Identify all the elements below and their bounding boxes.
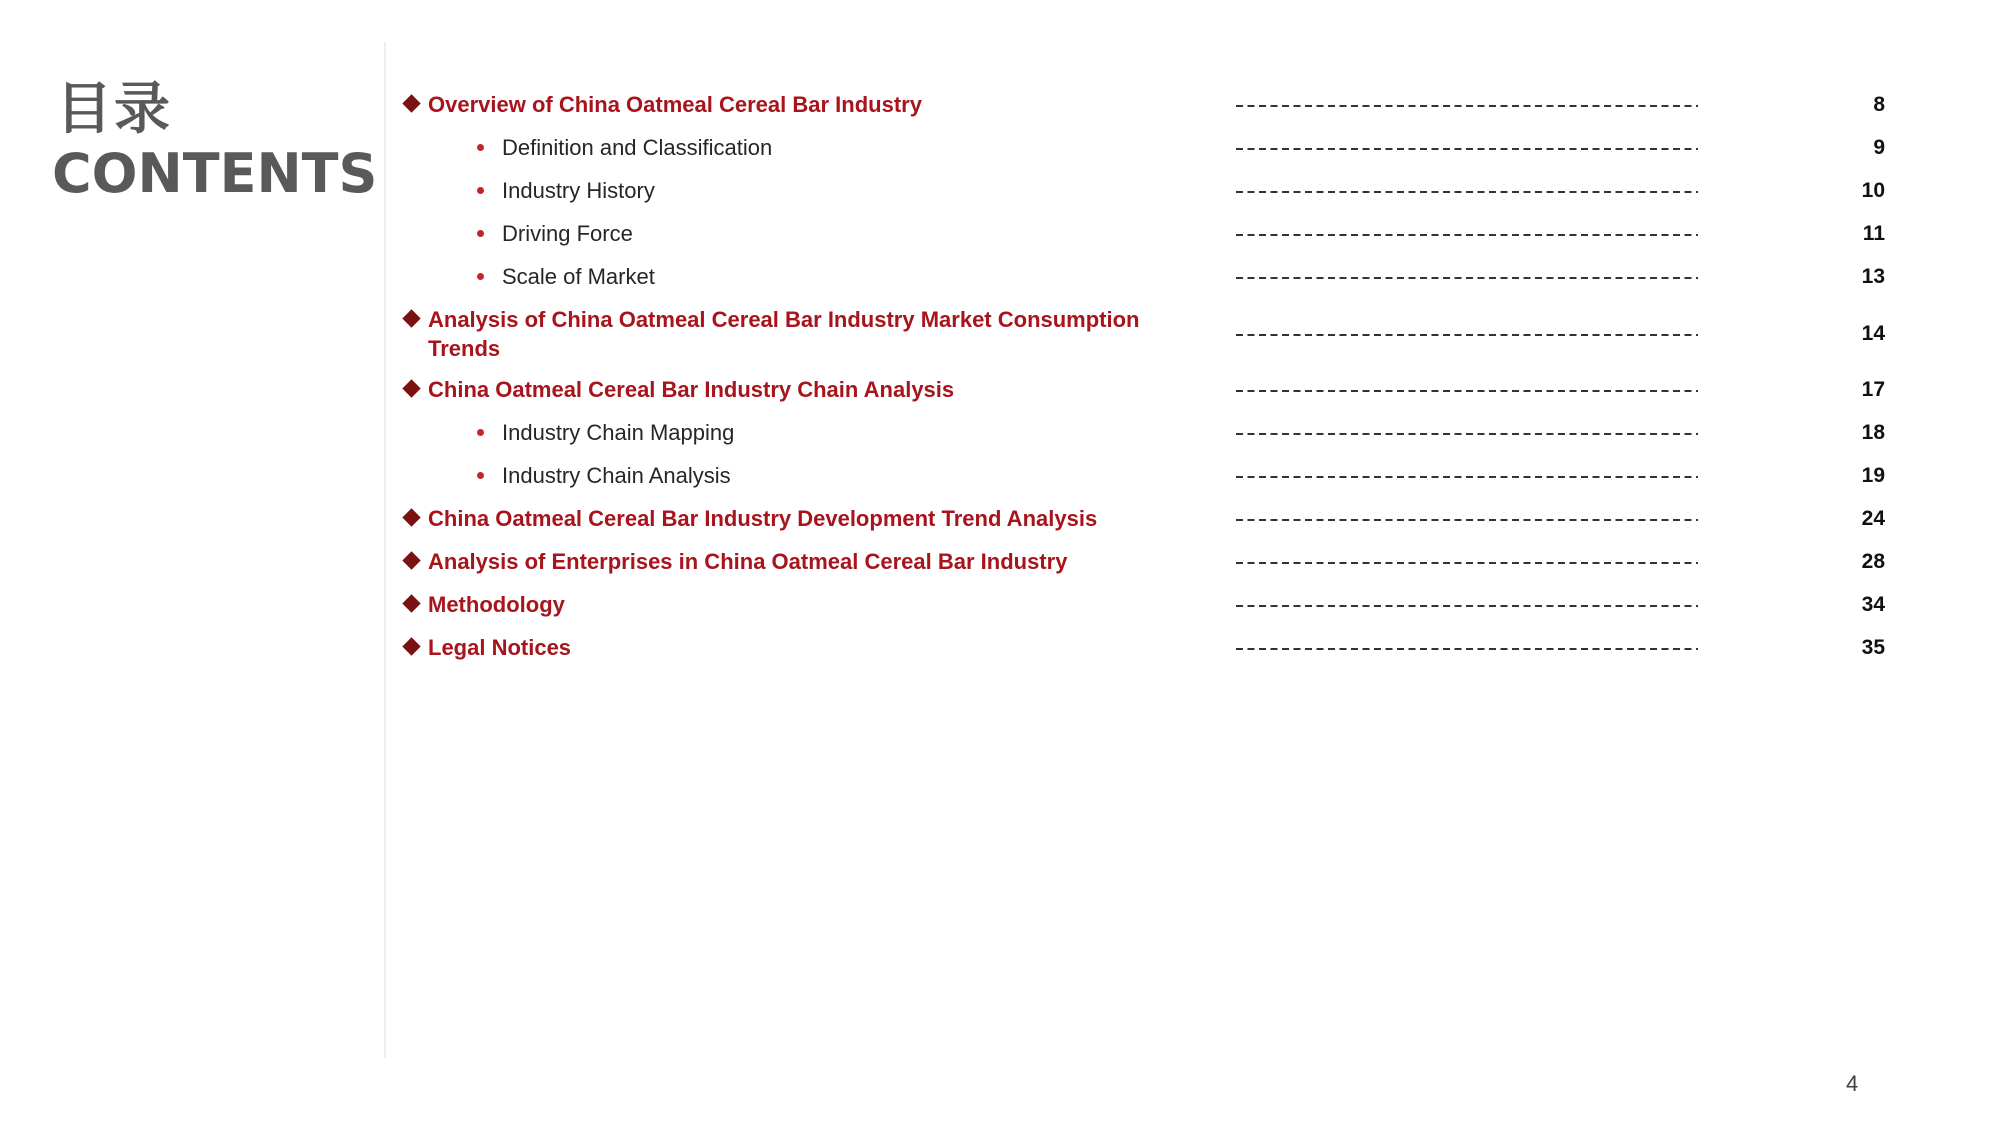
diamond-icon: [402, 637, 420, 655]
diamond-icon: [402, 551, 420, 569]
leader-dots: [1236, 562, 1698, 564]
bullet-icon: [477, 273, 484, 280]
toc-main-label[interactable]: Analysis of Enterprises in China Oatmeal Cereal Bar Industry: [428, 549, 1068, 574]
toc-page-number[interactable]: 11: [1862, 222, 1885, 245]
toc-main-label[interactable]: Analysis of China Oatmeal Cereal Bar Industry Market Consumption Trends: [428, 307, 1140, 361]
toc-sub-label[interactable]: Definition and Classification: [502, 135, 773, 160]
bullet-icon: [477, 144, 484, 151]
toc-page-number[interactable]: 13: [1861, 265, 1885, 288]
leader-dots: [1236, 277, 1698, 279]
toc-page-number[interactable]: 18: [1861, 421, 1885, 444]
diamond-icon: [402, 309, 420, 327]
toc-sub-label[interactable]: Industry Chain Analysis: [502, 463, 731, 488]
page-number: 4: [1846, 1071, 1859, 1096]
bullet-icon: [477, 429, 484, 436]
toc-page-number[interactable]: 19: [1861, 464, 1885, 487]
leader-dots: [1236, 191, 1698, 193]
toc-page-number[interactable]: 34: [1861, 593, 1885, 616]
leader-dots: [1236, 334, 1698, 336]
leader-dots: [1236, 519, 1698, 521]
leader-dots: [1236, 390, 1698, 392]
diamond-icon: [402, 379, 420, 397]
page-title: CONTENTS: [52, 142, 378, 205]
toc-main-label[interactable]: China Oatmeal Cereal Bar Industry Development Trend Analysis: [428, 506, 1098, 531]
diamond-icon: [402, 594, 420, 612]
toc-main-label[interactable]: Methodology: [428, 592, 565, 617]
toc-page-number[interactable]: 10: [1861, 179, 1885, 202]
toc-page-number[interactable]: 9: [1873, 136, 1885, 159]
toc-main-label[interactable]: Legal Notices: [428, 635, 572, 660]
leader-dots: [1236, 648, 1698, 650]
bullet-icon: [477, 230, 484, 237]
leader-dots: [1236, 476, 1698, 478]
leader-dots: [1236, 433, 1698, 435]
bullet-icon: [477, 187, 484, 194]
toc-sub-label[interactable]: Industry History: [502, 178, 655, 203]
leader-dots: [1236, 234, 1698, 236]
bullet-icon: [477, 472, 484, 479]
toc-main-label[interactable]: Overview of China Oatmeal Cereal Bar Industry: [428, 92, 922, 117]
leader-dots: [1236, 148, 1698, 150]
toc-main-label[interactable]: China Oatmeal Cereal Bar Industry Chain Analysis: [428, 377, 955, 402]
toc-page-number[interactable]: 14: [1861, 322, 1885, 345]
leader-dots: [1236, 105, 1698, 107]
toc-page-number[interactable]: 17: [1861, 378, 1885, 401]
toc-sub-label[interactable]: Industry Chain Mapping: [502, 420, 735, 445]
diamond-icon: [402, 508, 420, 526]
toc-sub-label[interactable]: Driving Force: [502, 221, 633, 246]
toc-page-number[interactable]: 28: [1861, 550, 1885, 573]
toc-page-number[interactable]: 8: [1873, 93, 1885, 116]
page-title-chinese: 目录: [56, 77, 172, 142]
toc-sub-label[interactable]: Scale of Market: [502, 264, 655, 289]
diamond-icon: [402, 94, 420, 112]
toc-page-number[interactable]: 35: [1861, 636, 1885, 659]
leader-dots: [1236, 605, 1698, 607]
toc-page-number[interactable]: 24: [1861, 507, 1885, 530]
